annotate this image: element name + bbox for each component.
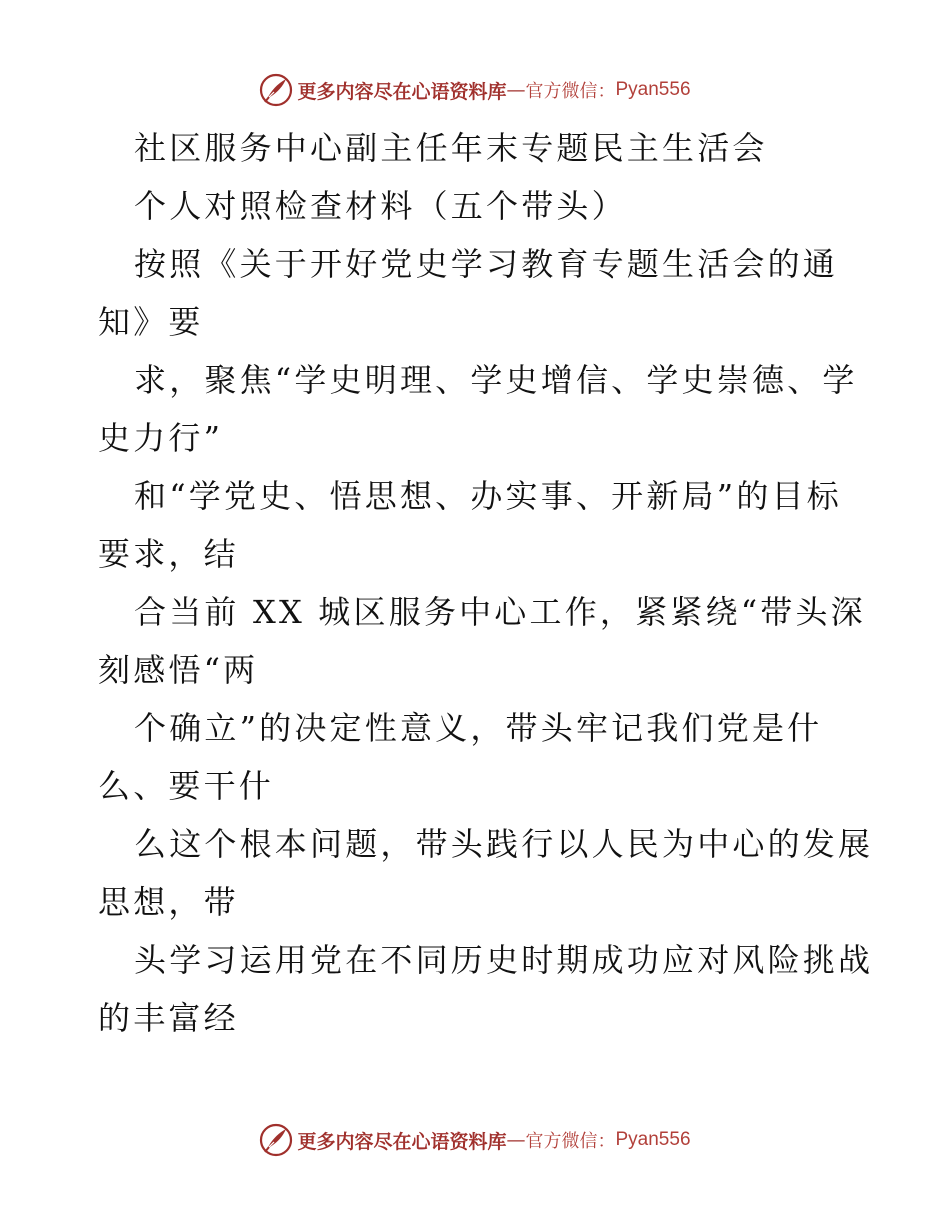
paragraph-line: 刻感悟“两 (98, 651, 259, 689)
paragraph-line: 个确立”的决定性意义，带头牢记我们党是什 (134, 709, 823, 747)
paragraph-line: 按照《关于开好党史学习教育专题生活会的通 (134, 245, 839, 283)
banner-separator: — (506, 79, 526, 101)
footer-banner (0, 1120, 950, 1160)
paragraph-line: 和“学党史、悟思想、办实事、开新局”的目标 (134, 477, 842, 515)
paragraph-line: 思想，带 (98, 883, 239, 921)
banner-text: 更多内容尽在心语资料库 (297, 1130, 507, 1153)
banner-separator: — (506, 1129, 526, 1151)
paragraph-line: 史力行” (98, 419, 224, 457)
banner-wechat-label: 官方微信： (525, 1131, 616, 1152)
paragraph-line: 么这个根本问题，带头践行以人民为中心的发展 (134, 825, 874, 863)
banner-wechat-id: Pyan556 (615, 1129, 691, 1150)
banner-wechat-id: Pyan556 (615, 79, 691, 100)
paragraph-line: 要求，结 (98, 535, 239, 573)
paragraph-line: 的丰富经 (98, 999, 239, 1037)
paragraph-line: 知》要 (98, 303, 204, 341)
document-title-line-2: 个人对照检查材料（五个带头） (134, 187, 627, 225)
quill-pen-logo-icon (259, 73, 293, 107)
document-title-line-1: 社区服务中心副主任年末专题民主生活会 (134, 129, 768, 167)
paragraph-line: 头学习运用党在不同历史时期成功应对风险挑战 (134, 941, 874, 979)
header-banner (0, 70, 950, 110)
paragraph-line: 合当前 XX 城区服务中心工作，紧紧绕“带头深 (134, 593, 866, 631)
paragraph-line: 么、要干什 (98, 767, 275, 805)
paragraph-line: 求，聚焦“学史明理、学史增信、学史崇德、学 (134, 361, 858, 399)
banner-text: 更多内容尽在心语资料库 (297, 80, 507, 103)
banner-wechat-label: 官方微信： (525, 81, 616, 102)
quill-pen-logo-icon (259, 1123, 293, 1157)
